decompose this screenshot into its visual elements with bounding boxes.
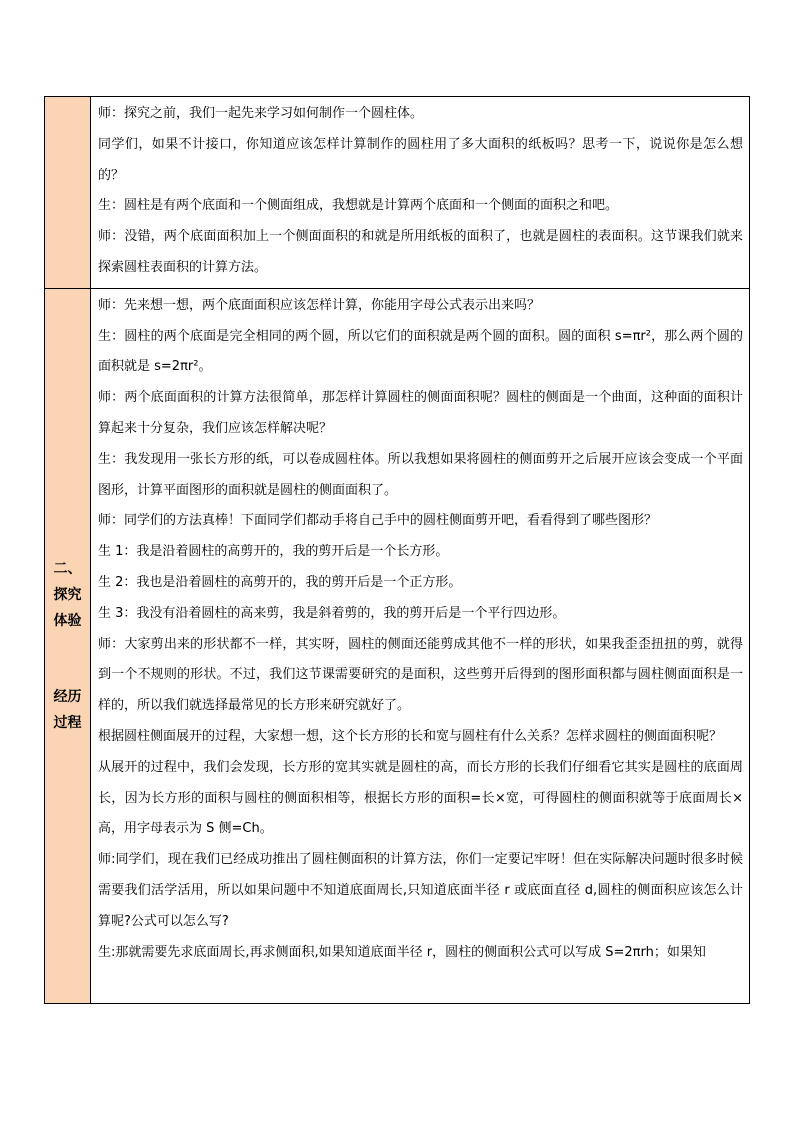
paragraph: 生：圆柱是有两个底面和一个侧面组成，我想就是计算两个底面和一个侧面的面积之和吧。: [98, 198, 619, 214]
content-cell: [91, 288, 750, 1003]
paragraph: 师：先来想一想，两个底面面积应该怎样计算，你能用字母公式表示出来吗？: [98, 297, 541, 313]
paragraph: 师：没错，两个底面面积加上一个侧面面积的和就是所用纸板的面积了，也就是圆柱的表面积。这节课我们就来探索圆柱表面积的计算方法。: [98, 229, 743, 275]
paragraph: 师:同学们，现在我们已经成功推出了圆柱侧面积的计算方法，你们一定要记牢呀！但在实际解决问题时很多时候需要我们活学活用，所以如果问题中不知道底面周长,只知道底面半径 r 或底面直径 d,圆柱的侧面积应该怎么计算呢?公式可以怎么写?: [98, 852, 743, 929]
paragraph: 生 2：我也是沿着圆柱的高剪开的，我的剪开后是一个正方形。: [98, 574, 462, 590]
table-row: [45, 288, 750, 1003]
paragraph: 根据圆柱侧面展开的过程，大家想一想，这个长方形的长和宽与圆柱有什么关系？怎样求圆柱的侧面面积呢？: [98, 728, 723, 744]
content-block: [91, 289, 749, 973]
paragraph: 从展开的过程中，我们会发现，长方形的宽其实就是圆柱的高，而长方形的长我们仔细看它其实是圆柱的底面周长，因为长方形的面积与圆柱的侧面积相等，根据长方形的面积=长×宽，可得圆柱的侧面积就等于底面周长×高，用字母表示为 S 侧=Ch。: [98, 759, 743, 837]
paragraph: 生：圆柱的两个底面是完全相同的两个圆，所以它们的面积就是两个圆的面积。圆的面积 s=πr²，那么两个圆的面积就是 s=2πr²。: [98, 328, 743, 375]
content-cell: [91, 97, 750, 289]
paragraph: 生 1：我是沿着圆柱的高剪开的，我的剪开后是一个长方形。: [98, 544, 449, 560]
paragraph: 生：我发现用一张长方形的纸，可以卷成圆柱体。所以我想如果将圆柱的侧面剪开之后展开应该会变成一个平面图形，计算平面图形的面积就是圆柱的侧面面积了。: [98, 451, 743, 498]
paragraph: 同学们，如果不计接口，你知道应该怎样计算制作的圆柱用了多大面积的纸板吗？思考一下，说说你是怎么想的？: [98, 136, 743, 183]
section-label-line: 经历: [53, 688, 82, 705]
paragraph: 师：探究之前，我们一起先来学习如何制作一个圆柱体。: [98, 106, 424, 121]
content-block: [91, 97, 749, 288]
paragraph: 师：两个底面面积的计算方法很简单，那怎样计算圆柱的侧面面积呢？圆柱的侧面是一个曲面，这种面的面积计算起来十分复杂，我们应该怎样解决呢？: [98, 390, 743, 436]
section-label-line: 过程: [53, 714, 82, 731]
section-label-cell: [45, 288, 91, 1003]
section-label-line: 体验: [53, 612, 82, 629]
paragraph: 师：同学们的方法真棒！下面同学们都动手将自己手中的圆柱侧面剪开吧，看看得到了哪些图形？: [98, 513, 658, 529]
section-label-line: 探究: [53, 586, 82, 603]
section-label-line: 二、: [53, 560, 82, 577]
paragraph: 生 3：我没有沿着圆柱的高来剪，我是斜着剪的，我的剪开后是一个平行四边形。: [98, 605, 566, 621]
paragraph: 师：大家剪出来的形状都不一样，其实呀，圆柱的侧面还能剪成其他不一样的形状，如果我歪歪扭扭的剪，就得到一个不规则的形状。不过，我们这节课需要研究的是面积，这些剪开后得到的图形面积都与圆柱侧面面积是一样的，所以我们就选择最常见的长方形来研究就好了。: [98, 636, 743, 714]
section-label-cell: [45, 97, 91, 289]
table-row: [45, 97, 750, 289]
lesson-table: [44, 96, 750, 1004]
section-label: [45, 556, 90, 736]
paragraph: 生:那就需要先求底面周长,再求侧面积,如果知道底面半径 r，圆柱的侧面积公式可以写成 S=2πrh；如果知: [98, 944, 706, 960]
